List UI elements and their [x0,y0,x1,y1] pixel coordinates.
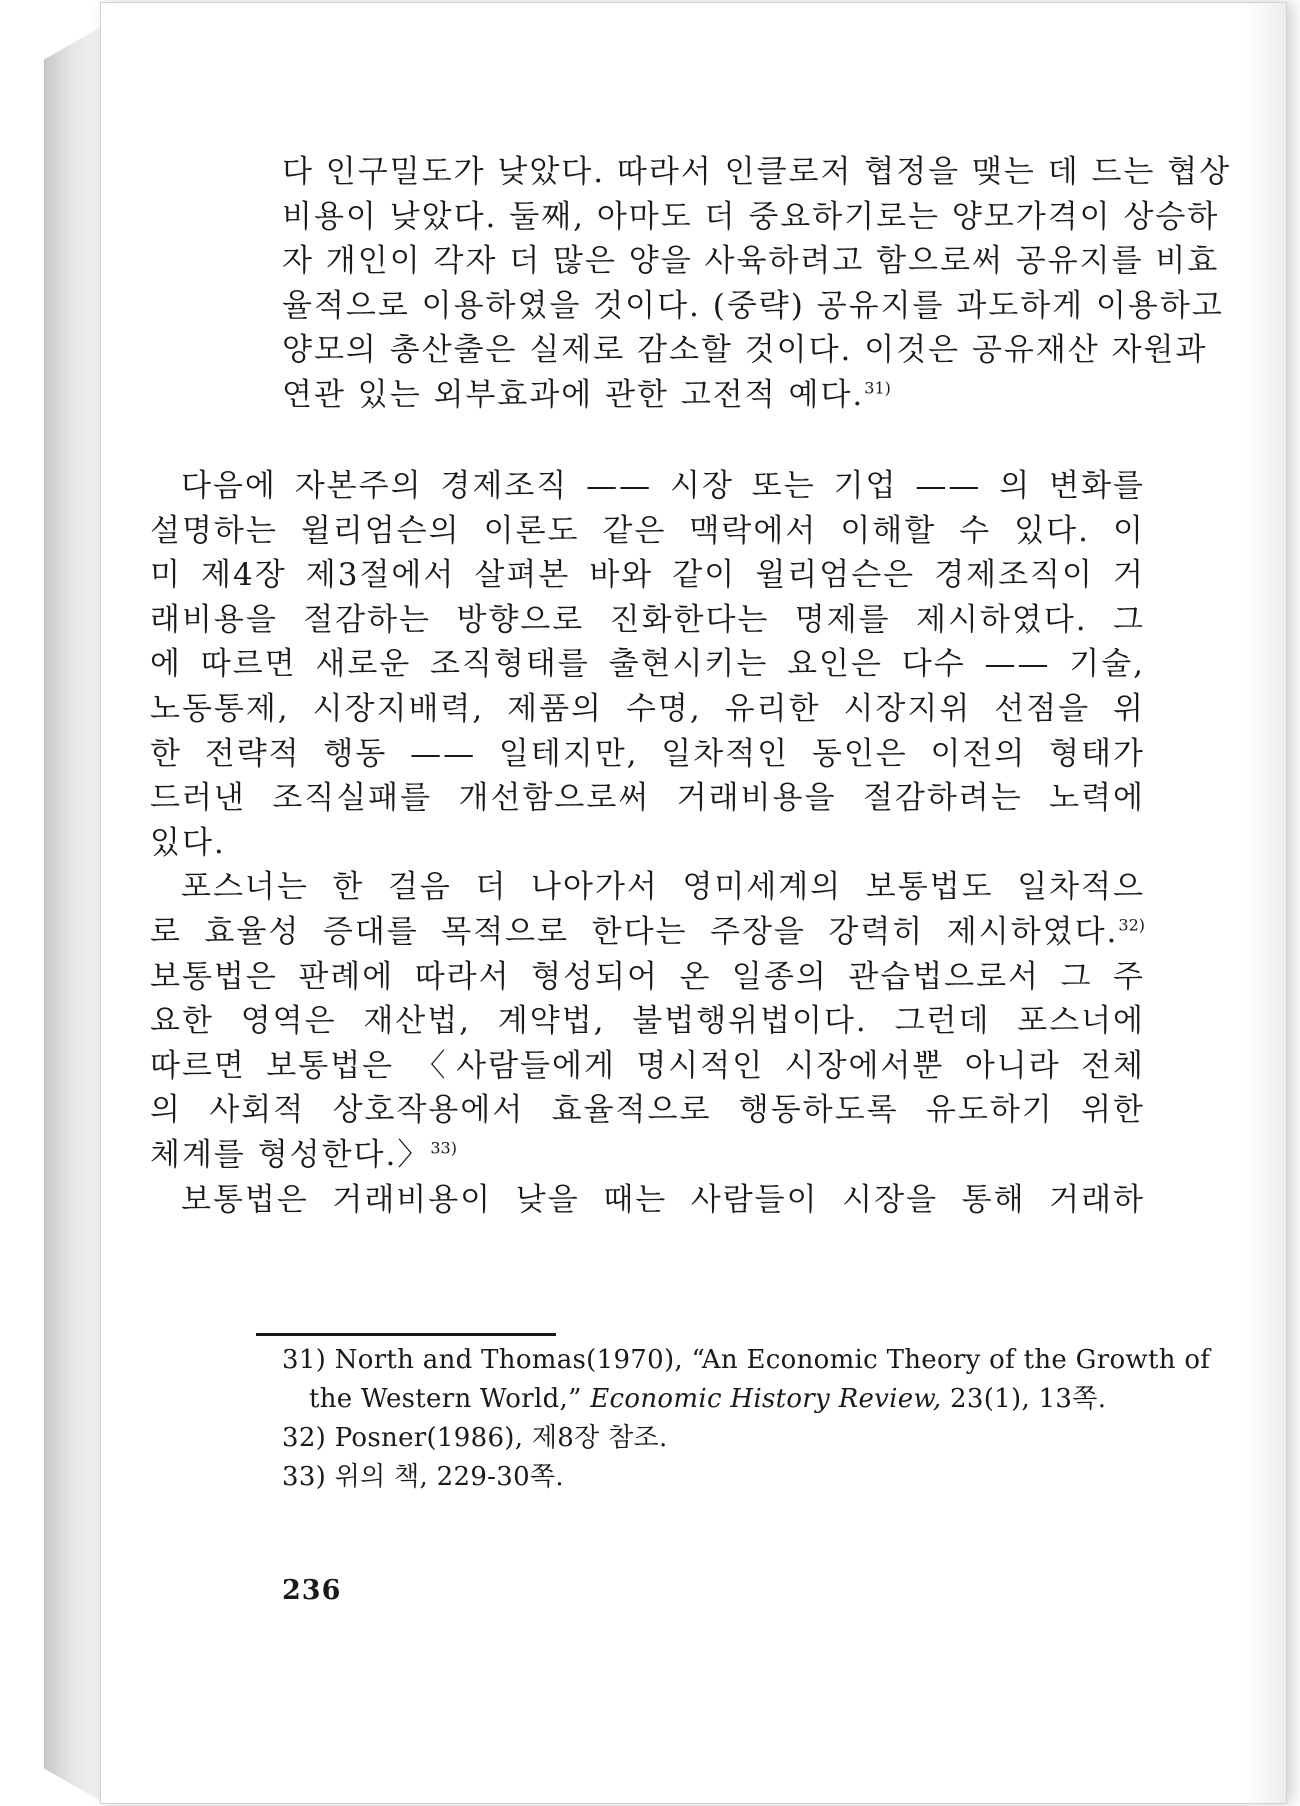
footnote-ref-32: 32) [1118,915,1145,935]
paragraph-line: 따르면 보통법은 〈사람들에게 명시적인 시장에서뿐 아니라 전체 [150,1047,1145,1084]
paragraph-line: 요한 영역은 재산법, 계약법, 불법행위법이다. 그런데 포스너에 [150,1003,1145,1040]
paragraph-line: 에 따르면 새로운 조직형태를 출현시키는 요인은 다수 —— 기술, [150,646,1145,683]
paragraph-line: 의 사회적 상호작용에서 효율적으로 행동하도록 유도하기 위한 [150,1092,1145,1129]
quote-line: 비용이 낮았다. 둘째, 아마도 더 중요하기로는 양모가격이 상승하 [282,198,1220,235]
paragraph-line: 노동통제, 시장지배력, 제품의 수명, 유리한 시장지위 선점을 위 [150,690,1145,727]
paragraph-line-text: 체계를 형성한다.〉 [150,1136,431,1173]
footnote-31-line2 [282,1380,1145,1419]
paragraph-line: 포스너는 한 걸음 더 나아가서 영미세계의 보통법도 일차적으 [181,869,1145,906]
quote-line: 다 인구밀도가 낮았다. 따라서 인클로저 협정을 맺는 데 드는 협상 [282,154,1232,190]
body-text [150,464,1145,1222]
footnote-31-line1: 31) North and Thomas(1970), “An Economic Theory of the Growth of [282,1345,1211,1375]
footnote-33: 33) 위의 책, 229-30쪽. [282,1462,564,1492]
paragraph-line: 드러낸 조직실패를 개선함으로써 거래비용을 절감하려는 노력에 [150,780,1145,817]
quote-line-text: 연관 있는 외부효과에 관한 고전적 예다. [282,376,865,413]
paragraph-line: 있다. [150,824,226,861]
page-number: 236 [282,1575,342,1606]
footnote-ref-31: 31) [864,378,891,398]
paragraph-line-text: 로 효율성 증대를 목적으로 한다는 주장을 강력히 제시하였다. [150,913,1119,950]
quote-line: 자 개인이 각자 더 많은 양을 사육하려고 함으로써 공유지를 비효 [282,243,1220,280]
paragraph-line: 보통법은 거래비용이 낮을 때는 사람들이 시장을 통해 거래하 [181,1181,1145,1218]
quote-line: 율적으로 이용하였을 것이다. (중략) 공유지를 과도하게 이용하고 [282,287,1224,324]
quote-line-last [282,373,1145,418]
paragraph-line: 래비용을 절감하는 방향으로 진화한다는 명제를 제시하였다. 그 [150,601,1145,638]
footnotes [282,1341,1211,1497]
footnote-text: the Western World,” [309,1384,591,1414]
paragraph-line: 미 제4장 제3절에서 살펴본 바와 같이 윌리엄슨은 경제조직이 거 [150,557,1145,594]
paragraph-line: 설명하는 윌리엄슨의 이론도 같은 맥락에서 이해할 수 있다. 이 [150,512,1145,549]
footnote-divider [256,1333,556,1336]
journal-title: Economic History Review, [590,1384,942,1414]
block-quote [282,150,1232,418]
paragraph-line: 다음에 자본주의 경제조직 —— 시장 또는 기업 —— 의 변화를 [181,468,1145,504]
paragraph-line: 보통법은 판례에 따라서 형성되어 온 일종의 관습법으로서 그 주 [150,958,1145,995]
footnote-text: 23(1), 13쪽. [941,1384,1107,1414]
footnote-32: 32) Posner(1986), 제8장 참조. [282,1423,668,1453]
footnote-ref-33: 33) [430,1138,457,1158]
quote-line: 양모의 총산출은 실제로 감소할 것이다. 이것은 공유재산 자원과 [282,332,1208,369]
paragraph-line-with-ref [150,910,1145,955]
paragraph-line-with-ref [150,1133,1145,1178]
footnote-31 [282,1341,1211,1419]
paragraph-line: 한 전략적 행동 —— 일테지만, 일차적인 동인은 이전의 형태가 [150,735,1145,772]
book-page-edges [44,24,106,1804]
